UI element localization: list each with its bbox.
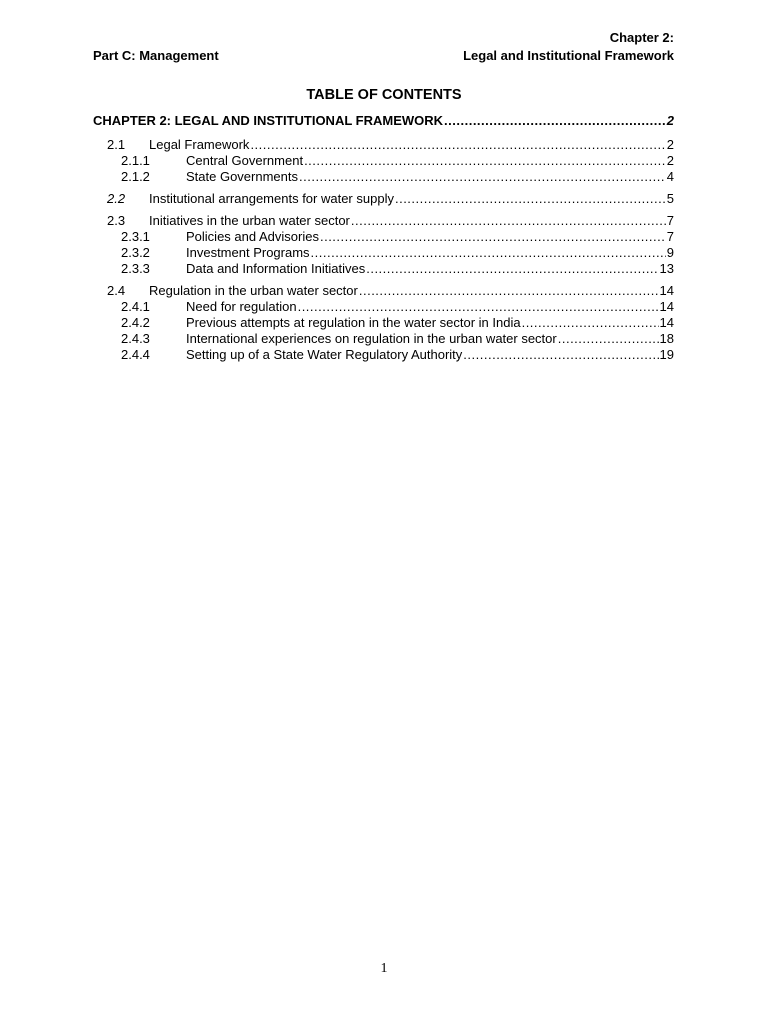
subsection-page: 14 xyxy=(659,315,674,330)
leader-dots xyxy=(366,261,658,277)
leader-dots xyxy=(250,137,665,153)
page-number: 1 xyxy=(380,961,388,976)
toc-subsection-2-4-4[interactable] xyxy=(93,347,674,363)
toc-subsection-2-3-3[interactable] xyxy=(93,261,674,277)
header-part: Part C: Management xyxy=(93,48,219,63)
toc-chapter-entry[interactable] xyxy=(93,113,674,131)
subsection-page: 4 xyxy=(666,169,674,184)
toc-chapter-label: CHAPTER 2: LEGAL AND INSTITUTIONAL FRAMEWORK xyxy=(93,113,444,128)
toc-section-2-1[interactable] xyxy=(93,137,674,153)
section-label: Regulation in the urban water sector xyxy=(149,283,358,298)
leader-dots xyxy=(320,229,666,245)
section-number: 2.4 xyxy=(107,283,126,298)
subsection-number: 2.4.4 xyxy=(121,347,150,362)
subsection-number: 2.3.2 xyxy=(121,245,150,260)
subsection-page: 9 xyxy=(666,245,674,260)
leader-dots xyxy=(558,331,659,347)
section-page: 14 xyxy=(659,283,674,298)
page-header xyxy=(93,48,674,63)
subsection-number: 2.3.3 xyxy=(121,261,150,276)
subsection-label: Setting up of a State Water Regulatory Authority xyxy=(186,347,463,362)
leader-dots xyxy=(304,153,666,169)
section-number: 2.3 xyxy=(107,213,126,228)
section-page: 7 xyxy=(666,213,674,228)
subsection-page: 7 xyxy=(666,229,674,244)
leader-dots xyxy=(311,245,666,261)
toc-chapter-page: 2 xyxy=(666,113,674,128)
leader-dots xyxy=(299,169,666,185)
leader-dots xyxy=(463,347,658,363)
toc-subsection-2-3-1[interactable] xyxy=(93,229,674,245)
header-title: Legal and Institutional Framework xyxy=(463,48,674,63)
section-label: Initiatives in the urban water sector xyxy=(149,213,350,228)
subsection-page: 13 xyxy=(659,261,674,276)
toc-subsection-2-4-2[interactable] xyxy=(93,315,674,331)
subsection-label: Policies and Advisories xyxy=(186,229,319,244)
toc-subsection-2-1-1[interactable] xyxy=(93,153,674,169)
toc-subsection-2-4-1[interactable] xyxy=(93,299,674,315)
subsection-page: 19 xyxy=(659,347,674,362)
subsection-page: 2 xyxy=(666,153,674,168)
subsection-number: 2.4.1 xyxy=(121,299,150,314)
leader-dots xyxy=(395,191,666,207)
subsection-number: 2.3.1 xyxy=(121,229,150,244)
subsection-number: 2.1.2 xyxy=(121,169,150,184)
subsection-label: International experiences on regulation in the urban water sector xyxy=(186,331,557,346)
subsection-number: 2.4.3 xyxy=(121,331,150,346)
subsection-page: 14 xyxy=(659,299,674,314)
subsection-label: Previous attempts at regulation in the water sector in India xyxy=(186,315,521,330)
toc-subsection-2-3-2[interactable] xyxy=(93,245,674,261)
toc-subsection-2-4-3[interactable] xyxy=(93,331,674,347)
header-chapter: Chapter 2: xyxy=(609,30,674,45)
section-label: Legal Framework xyxy=(149,137,250,152)
section-page: 2 xyxy=(666,137,674,152)
toc-subsection-2-1-2[interactable] xyxy=(93,169,674,185)
section-label: Institutional arrangements for water supply xyxy=(149,191,394,206)
leader-dots xyxy=(444,113,666,129)
toc-title: TABLE OF CONTENTS xyxy=(306,87,462,103)
leader-dots xyxy=(298,299,659,315)
section-page: 5 xyxy=(666,191,674,206)
subsection-page: 18 xyxy=(659,331,674,346)
leader-dots xyxy=(522,315,659,331)
subsection-label: Need for regulation xyxy=(186,299,297,314)
section-number: 2.1 xyxy=(107,137,126,152)
table-of-contents xyxy=(93,113,674,363)
toc-section-2-4[interactable] xyxy=(93,283,674,299)
subsection-number: 2.4.2 xyxy=(121,315,150,330)
toc-section-2-3[interactable] xyxy=(93,213,674,229)
section-number: 2.2 xyxy=(107,191,126,206)
subsection-number: 2.1.1 xyxy=(121,153,150,168)
toc-section-2-2[interactable] xyxy=(93,191,674,207)
subsection-label: Central Government xyxy=(186,153,304,168)
subsection-label: Data and Information Initiatives xyxy=(186,261,366,276)
leader-dots xyxy=(359,283,659,299)
subsection-label: Investment Programs xyxy=(186,245,310,260)
leader-dots xyxy=(351,213,666,229)
subsection-label: State Governments xyxy=(186,169,298,184)
